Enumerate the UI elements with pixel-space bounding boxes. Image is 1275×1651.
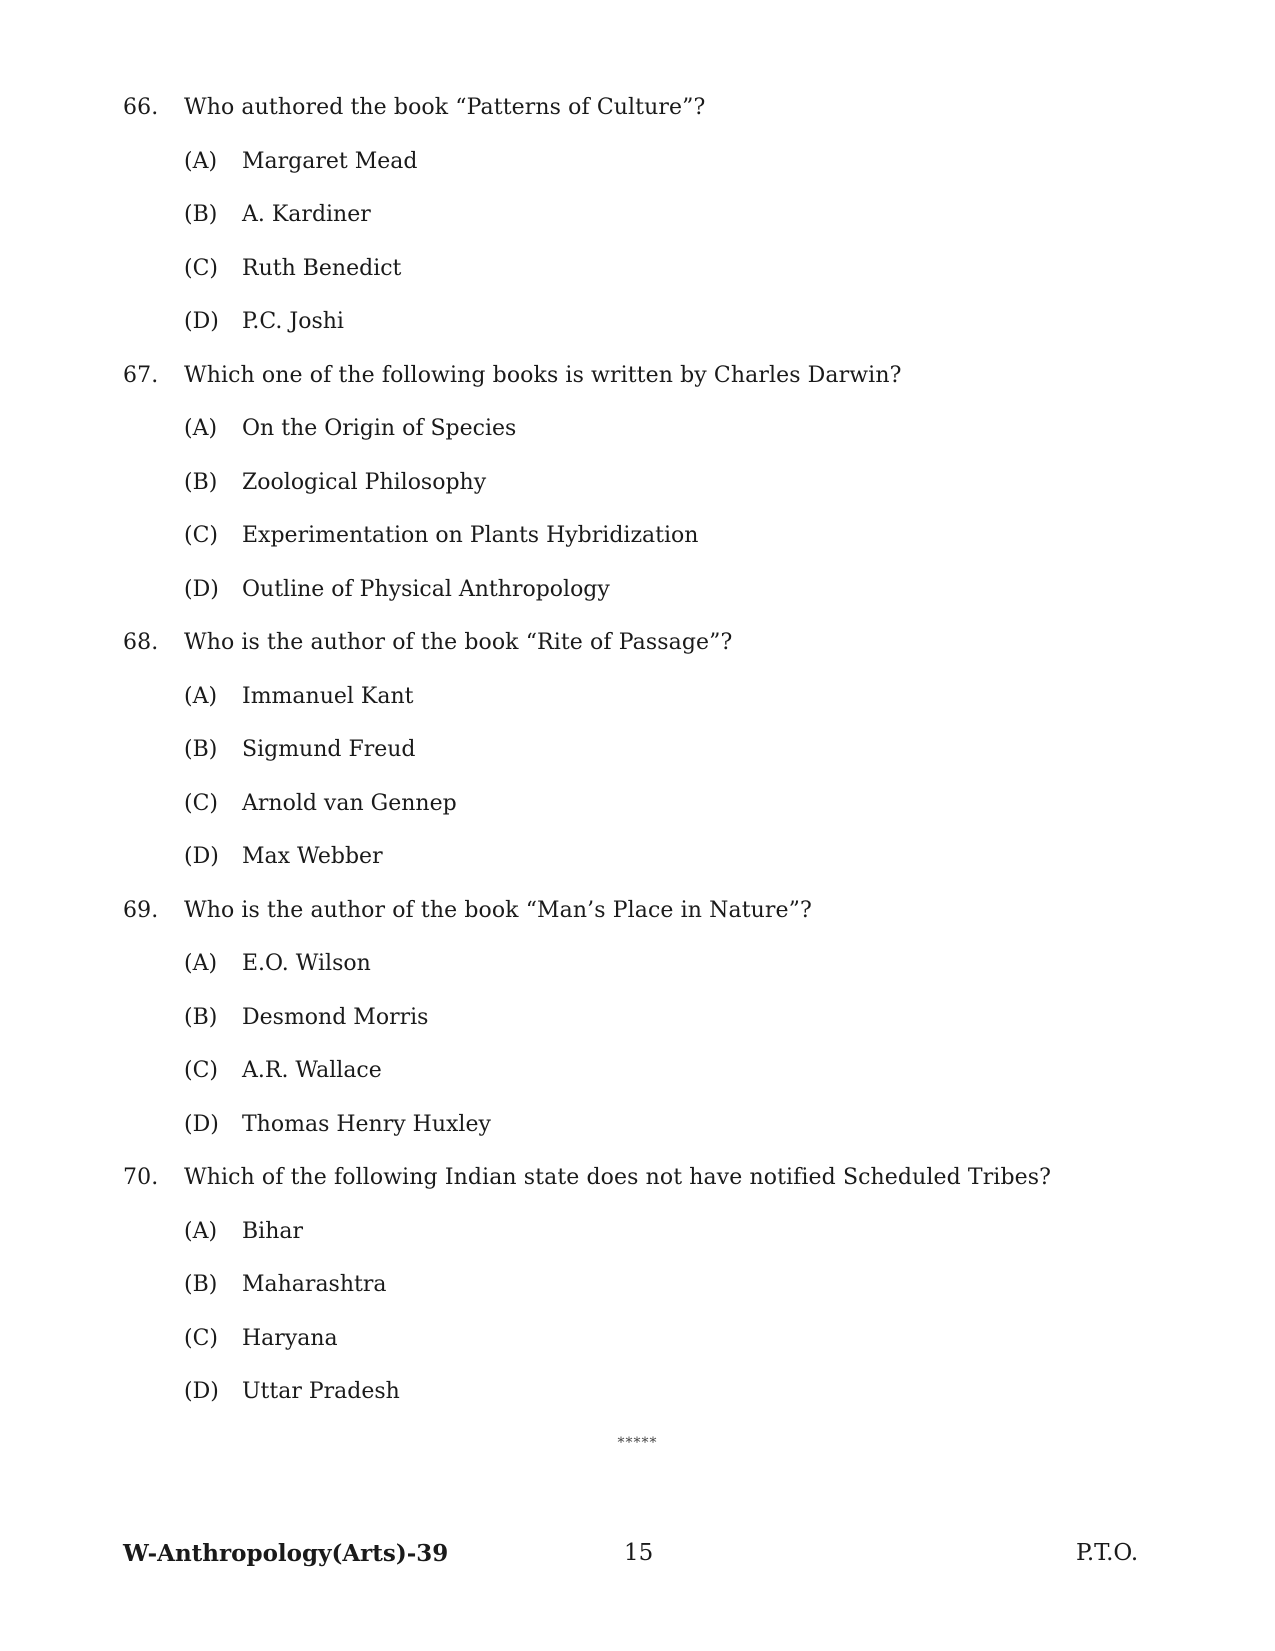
option-text: Experimentation on Plants Hybridization xyxy=(242,523,699,548)
option-c xyxy=(123,789,1153,843)
option-text: Outline of Physical Anthropology xyxy=(242,576,610,602)
option-c xyxy=(123,521,1153,575)
page-number: 15 xyxy=(624,1540,654,1566)
question-stem xyxy=(123,628,1153,682)
question-text: Who is the author of the book “Rite of Passage”? xyxy=(184,630,733,655)
option-label: (C) xyxy=(184,1325,218,1351)
option-text: Thomas Henry Huxley xyxy=(242,1111,491,1137)
option-b xyxy=(123,1003,1153,1057)
question-67 xyxy=(123,361,1153,629)
question-number: 69. xyxy=(123,897,159,923)
option-text: Zoological Philosophy xyxy=(242,469,487,495)
option-label: (C) xyxy=(184,255,218,281)
question-69 xyxy=(123,896,1153,1164)
option-a xyxy=(123,1217,1153,1271)
question-text: Who authored the book “Patterns of Culture”? xyxy=(184,95,706,120)
option-a xyxy=(123,682,1153,736)
option-label: (A) xyxy=(184,683,218,709)
option-label: (D) xyxy=(184,844,219,869)
option-a xyxy=(123,414,1153,468)
question-number: 68. xyxy=(123,630,159,655)
option-text: Desmond Morris xyxy=(242,1004,429,1030)
option-label: (B) xyxy=(184,1004,218,1030)
option-text: Maharashtra xyxy=(242,1272,387,1297)
option-label: (C) xyxy=(184,1058,218,1083)
option-a xyxy=(123,949,1153,1003)
option-b xyxy=(123,1270,1153,1324)
option-b xyxy=(123,468,1153,522)
option-label: (C) xyxy=(184,790,218,816)
option-label: (A) xyxy=(184,416,218,441)
option-label: (A) xyxy=(184,1218,218,1244)
paper-code: W-Anthropology(Arts)-39 xyxy=(123,1540,449,1567)
option-label: (D) xyxy=(184,1111,219,1137)
option-text: A.R. Wallace xyxy=(242,1058,382,1083)
option-c xyxy=(123,1056,1153,1110)
question-number: 67. xyxy=(123,362,159,388)
option-text: Haryana xyxy=(242,1325,338,1351)
option-text: Arnold van Gennep xyxy=(242,790,457,816)
question-stem xyxy=(123,896,1153,950)
option-label: (C) xyxy=(184,523,218,548)
option-text: Immanuel Kant xyxy=(242,683,414,709)
option-d xyxy=(123,1377,1153,1431)
option-label: (A) xyxy=(184,148,218,174)
question-text: Which of the following Indian state does not have notified Scheduled Tribes? xyxy=(184,1165,1052,1190)
question-70 xyxy=(123,1163,1153,1431)
option-label: (D) xyxy=(184,576,219,602)
option-label: (A) xyxy=(184,951,218,976)
option-d xyxy=(123,842,1153,896)
option-label: (B) xyxy=(184,469,218,495)
option-text: Ruth Benedict xyxy=(242,255,402,281)
option-c xyxy=(123,1324,1153,1378)
option-a xyxy=(123,147,1153,201)
question-number: 70. xyxy=(123,1165,159,1190)
option-d xyxy=(123,575,1153,629)
option-label: (B) xyxy=(184,202,218,227)
option-b xyxy=(123,735,1153,789)
option-text: E.O. Wilson xyxy=(242,951,371,976)
option-d xyxy=(123,307,1153,361)
option-d xyxy=(123,1110,1153,1164)
option-text: A. Kardiner xyxy=(242,202,371,227)
question-text: Which one of the following books is written by Charles Darwin? xyxy=(184,362,902,388)
question-stem xyxy=(123,361,1153,415)
option-text: Bihar xyxy=(242,1218,304,1244)
question-stem xyxy=(123,93,1153,147)
option-text: P.C. Joshi xyxy=(242,309,344,334)
option-label: (B) xyxy=(184,1272,218,1297)
end-of-questions-mark: ***** xyxy=(617,1435,658,1451)
option-text: Uttar Pradesh xyxy=(242,1379,400,1404)
question-68 xyxy=(123,628,1153,896)
question-66 xyxy=(123,93,1153,361)
option-text: On the Origin of Species xyxy=(242,416,517,441)
question-number: 66. xyxy=(123,95,159,120)
option-c xyxy=(123,254,1153,308)
question-stem xyxy=(123,1163,1153,1217)
option-text: Max Webber xyxy=(242,844,383,869)
option-b xyxy=(123,200,1153,254)
option-text: Margaret Mead xyxy=(242,148,418,174)
option-label: (B) xyxy=(184,737,218,762)
question-list xyxy=(123,93,1153,1431)
option-text: Sigmund Freud xyxy=(242,737,416,762)
please-turn-over-note: P.T.O. xyxy=(1076,1540,1139,1566)
question-text: Who is the author of the book “Man’s Place in Nature”? xyxy=(184,897,812,923)
option-label: (D) xyxy=(184,1379,219,1404)
option-label: (D) xyxy=(184,309,219,334)
